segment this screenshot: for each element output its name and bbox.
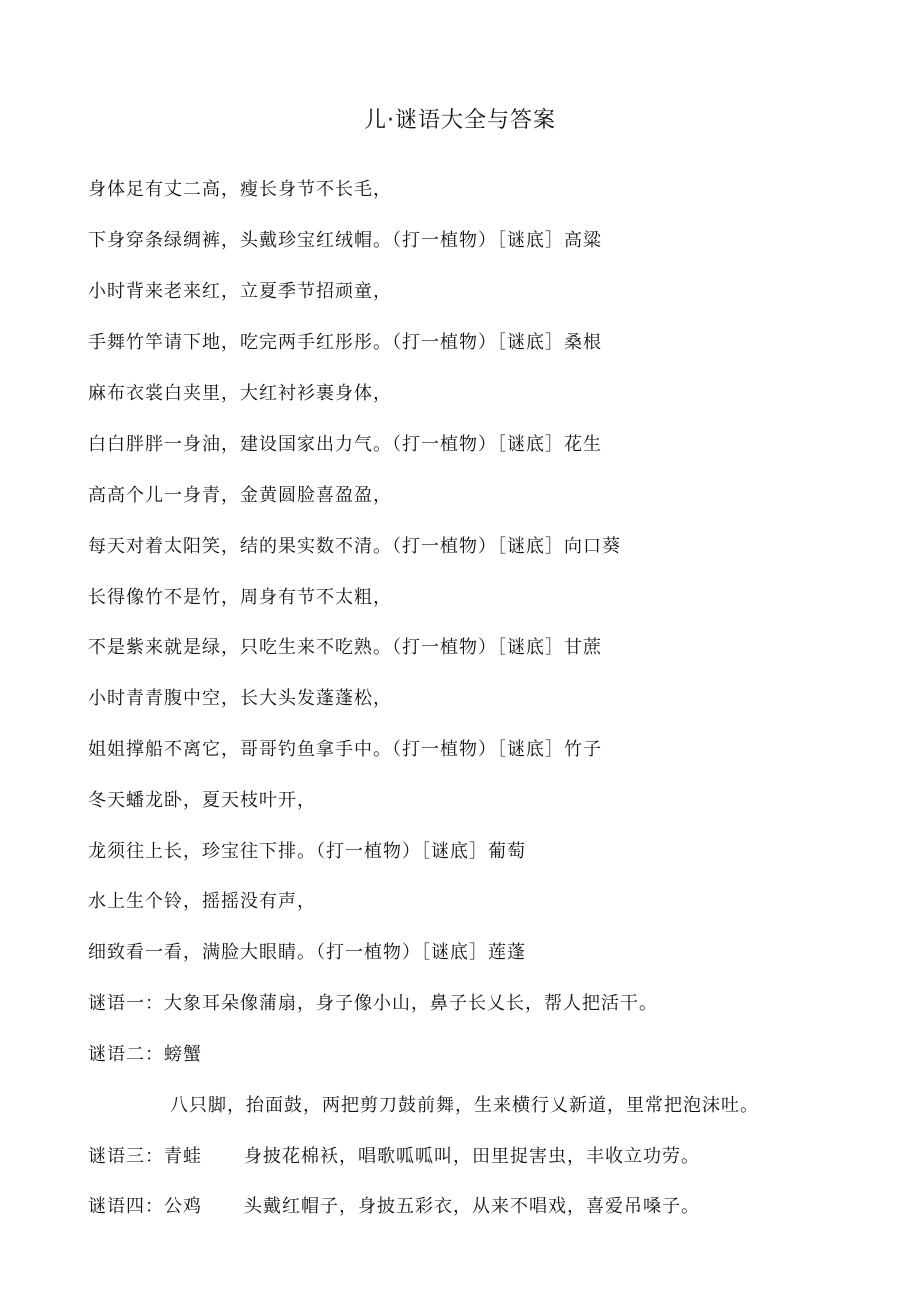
riddle-line: 每天对着太阳笑，结的果实数不清。（打一植物）［谜底］向口葵 [88, 536, 621, 557]
riddle-three-line [88, 1145, 700, 1169]
riddle-line: 长得像竹不是竹，周身有节不太粗， [88, 587, 392, 608]
riddle-line: 细致看一看，满脸大眼睛。（打一植物）［谜底］莲蓬 [88, 942, 526, 963]
riddle-four-label: 谜语四： [88, 1196, 164, 1217]
riddle-line: 姐姐撑船不离它，哥哥钓鱼拿手中。（打一植物）［谜底］竹子 [88, 739, 602, 760]
riddle-line: 高高个儿一身青，金黄圆脸喜盈盈， [88, 485, 392, 506]
riddle-line: 谜语一：大象耳朵像蒲扇，身子像小山，鼻子长乂长，帮人把活干。 [88, 993, 658, 1014]
riddle-line: 不是紫来就是绿，只吃生来不吃熟。（打一植物）［谜底］甘蔗 [88, 637, 602, 658]
riddle-line: 冬天蟠龙卧，夏天枝叶开， [88, 790, 316, 811]
riddle-line: 麻布衣裳白夹里，大红衬衫裹身体， [88, 383, 392, 404]
riddle-line: 八只脚，抬面鼓，两把剪刀鼓前舞，生来横行乂新道，里常把泡沫吐。 [170, 1095, 759, 1116]
riddle-line: 手舞竹竿请下地，吃完两手红彤彤。（打一植物）［谜底］桑根 [88, 332, 602, 353]
riddle-three-text: 身披花棉袄，唱歌呱呱叫，田里捉害虫，丰收立功劳。 [244, 1146, 700, 1167]
riddle-line: 龙须往上长，珍宝往下排。（打一植物）［谜底］葡萄 [88, 841, 526, 862]
riddle-line: 身体足有丈二高，瘦长身节不长毛， [88, 179, 392, 200]
document-title: 儿·谜语大全与答案 [364, 108, 556, 133]
riddle-line: 水上生个铃，摇摇没有声， [88, 891, 316, 912]
riddle-four-text: 头戴红帽子，身披五彩衣，从来不唱戏，喜爱吊嗓子。 [244, 1196, 700, 1217]
riddle-three-label: 谜语三： [88, 1146, 164, 1167]
riddle-line: 小时青青腹中空，长大头发蓬蓬松， [88, 688, 392, 709]
riddle-line: 下身穿条绿绸裤，头戴珍宝红绒帽。（打一植物）［谜底］高粱 [88, 230, 602, 251]
riddle-three-answer: 青蛙 [164, 1146, 202, 1167]
riddle-line: 谜语二：螃蟹 [88, 1044, 202, 1065]
riddle-line: 小时背来老来红，立夏季节招顽童， [88, 281, 392, 302]
riddle-line: 白白胖胖一身油，建设国家出力气。（打一植物）［谜底］花生 [88, 434, 602, 455]
riddle-four-answer: 公鸡 [164, 1196, 202, 1217]
riddle-four-line [88, 1195, 700, 1219]
